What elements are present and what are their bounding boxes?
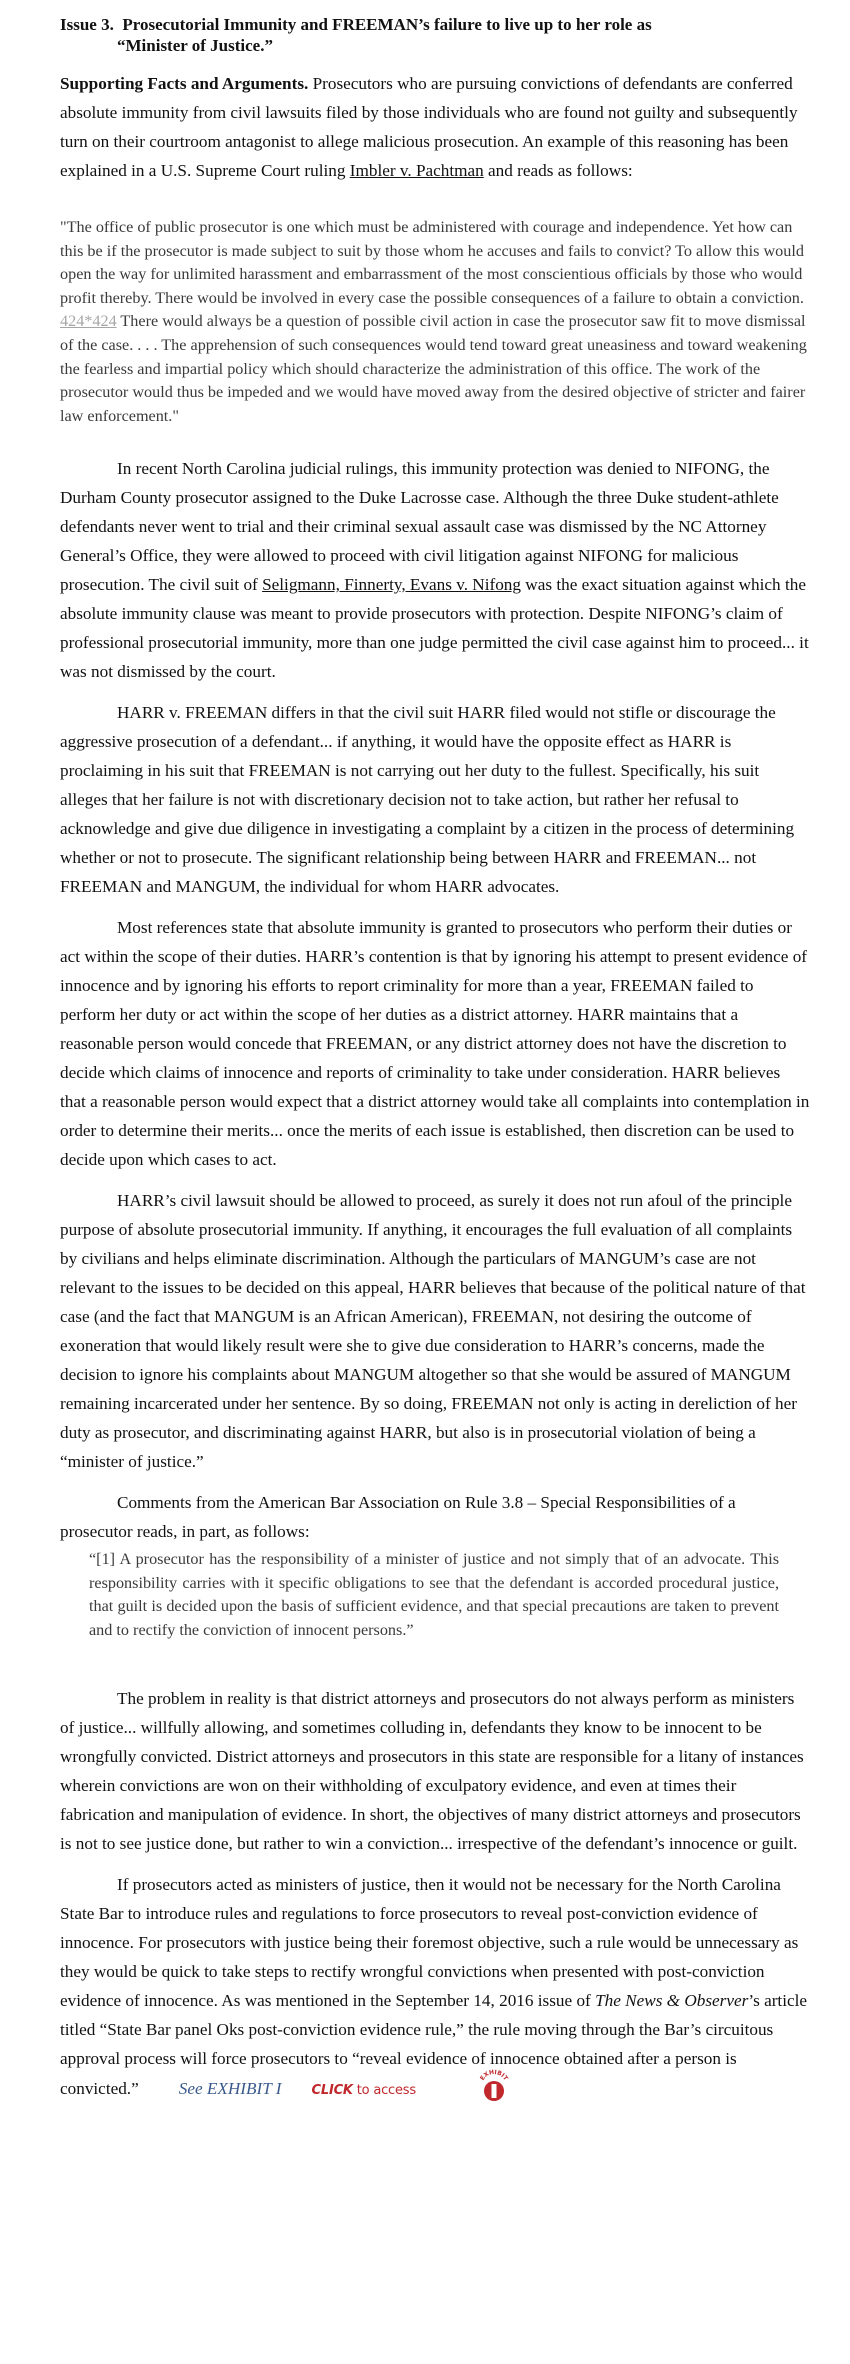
civil-lawsuit-paragraph: HARR’s civil lawsuit should be allowed to proceed, as surely it does not run afoul of the principle purpose of absolute prosecutorial immunity. If anything, it encourages the full evaluation of all complaints by civilians and helps eliminate discrimination. Although the particulars of MANGUM’s case are not relevant to the issues to be decided on this appeal, HARR believes that because of the political nature of that case (and the fact that MANGUM is an African American), FREEMAN, not desiring the outcome of exoneration that would likely result were she to give due consideration to HARR’s concerns, made the decision to ignore his complaints about MANGUM altogether so that she would be assured of MANGUM remaining incarcerated under her sentence. By so doing, FREEMAN not only is acting in dereliction of her duty as prosecutor, and discriminating against HARR, but also is in prosecutorial violation of being a “minister of justice.” <box>60 1191 806 1472</box>
intro-text-end: and reads as follows: <box>483 161 633 180</box>
page-ref-link[interactable]: 424*424 <box>60 312 117 331</box>
if-prosecutors-text: If prosecutors acted as ministers of justice, then it would not be necessary for the North Carolina State Bar to introduce rules and regulations to force prosecutors to reveal post-conviction evidence of innocence. For prosecutors with justice being their foremost objective, such a rule would be unnecessary as they would be quick to take steps to rectify wrongful convictions when presented with post-conviction evidence of innocence. As was mentioned in the September 14, 2016 issue of <box>60 1874 799 2010</box>
quote-part2: There would always be a question of possible civil action in case the prosecutor saw fit to move dismissal of the case. . . . The apprehension of such consequences would tend toward great uneasiness and toward weakening the fearless and impartial policy which should characterize the administration of this office. The work of the prosecutor would thus be impeded and we would have moved away from the desired objective of stricter and fairer law enforcement." <box>60 312 807 425</box>
section-lead: Supporting Facts and Arguments. <box>60 74 309 93</box>
intro-text: Prosecutors who are pursuing convictions of defendants are conferred absolute immunity from civil lawsuits filed by those individuals who are found not guilty and subsequently turn on their courtroom antagonist to allege malicious prosecution. An example of this reasoning has been explained in a U.S. Supreme Court ruling <box>60 74 798 180</box>
harr-differs-paragraph: HARR v. FREEMAN differs in that the civil suit HARR filed would not stifle or discourage the aggressive prosecution of a defendant... if anything, it would have the opposite effect as HARR is proclaiming in his suit that FREEMAN is not carrying out her duty to the fullest. Specifically, his suit alleges that her failure is not with discretionary decision not to take action, but rather her refusal to acknowledge and give due diligence in investigating a complaint by a citizen in the process of determining whether or not to prosecute. The significant relationship being between HARR and FREEMAN... not FREEMAN and MANGUM, the individual for whom HARR advocates. <box>60 703 795 897</box>
svg-text:EXHIBIT: EXHIBIT <box>478 2068 510 2082</box>
click-to-access-link[interactable] <box>312 2083 416 2098</box>
click-rest: to access <box>352 2082 416 2098</box>
exhibit-badge-icon[interactable] <box>420 2068 510 2103</box>
case-link-imbler[interactable]: Imbler v. Pachtman <box>349 161 484 180</box>
if-prosecutors-paragraph <box>60 1870 810 2107</box>
case-link-seligmann[interactable]: Seligmann, Finnerty, Evans v. Nifong <box>262 575 521 595</box>
issue-number: Issue 3. <box>60 15 123 34</box>
issue-heading <box>60 14 810 35</box>
issue-title-continuation <box>60 35 810 56</box>
intro-paragraph <box>60 69 810 185</box>
aba-intro-paragraph: Comments from the American Bar Association on Rule 3.8 – Special Responsibilities of a prosecutor reads, in part, as follows: <box>60 1493 736 1542</box>
if-prosecutors-text-end: ’s article titled “State Bar panel Oks post-conviction evidence rule,” the rule moving through the Bar’s circuitous approval process will force prosecutors to “reveal evidence of innocence obtained after a person is convicted.” <box>60 1990 808 2098</box>
aba-quote: “[1] A prosecutor has the responsibility of a minister of justice and not simply that of an advocate. This responsibility carries with it specific obligations to see that the defendant is accorded procedural justice, that guilt is decided upon the basis of sufficient evidence, and that special precautions are taken to prevent and to rectify the conviction of innocent persons.” <box>89 1550 779 1639</box>
problem-paragraph: The problem in reality is that district attorneys and prosecutors do not always perform as ministers of justice... willfully allowing, and sometimes colluding in, defendants they know to be innocent to be wrongfully convicted. District attorneys and prosecutors in this state are responsible for a litany of instances wherein convictions are won on their withholding of exculpatory evidence, and even at times their fabrication and manipulation of evidence. In short, the objectives of many district attorneys and prosecutors is not to see justice done, but rather to win a conviction... irrespective of the defendant’s innocence or guilt. <box>60 1688 804 1853</box>
most-references-paragraph: Most references state that absolute immunity is granted to prosecutors who perform their duties or act within the scope of their duties. HARR’s contention is that by ignoring his attempt to present evidence of innocence and by ignoring his efforts to report criminality for more than a year, FREEMAN failed to perform her duty or act within the scope of her duties as a district attorney. HARR maintains that a reasonable person would concede that FREEMAN, or any district attorney does not have the discretion to decide which claims of innocence and reports of criminality to take under consideration. HARR believes that a reasonable person would expect that a district attorney would take all complaints into contemplation in order to determine their merits... once the merits of each issue is established, then discretion can be used to decide upon which cases to act. <box>60 918 810 1170</box>
quote-part1: "The office of public prosecutor is one which must be administered with courage and independence. Yet how can this be if the prosecutor is made subject to suit by those whom he accuses and fails to convict? To allow this would open the way for unlimited harassment and embarrassment of the most conscientious officials by those who would profit thereby. There would be involved in every case the possible consequences of a failure to obtain a conviction. <box>60 218 804 307</box>
nifong-paragraph <box>60 454 810 686</box>
nifong-text: In recent North Carolina judicial rulings, this immunity protection was denied to NIFONG, the Durham County prosecutor assigned to the Duke Lacrosse case. Although the three Duke student-athlete defendants never went to trial and their criminal sexual assault case was dismissed by the NC Attorney General’s Office, they were allowed to proceed with civil litigation against NIFONG for malicious prosecution. The civil suit of <box>60 459 779 595</box>
nifong-text-end: was the exact situation against which the absolute immunity clause was meant to provide prosecutors with protection. Despite NIFONG’s claim of professional prosecutorial immunity, more than one judge permitted the civil case against him to proceed... it was not dismissed by the court. <box>60 575 809 682</box>
exhibit-i-icon <box>477 2069 511 2103</box>
issue-title-line2: “Minister of Justice.” <box>117 36 273 55</box>
see-exhibit-link[interactable]: See EXHIBIT I <box>178 2078 282 2098</box>
click-word: CLICK <box>311 2082 353 2098</box>
publication-title: The News & Observer <box>595 1990 749 2010</box>
issue-title <box>122 14 651 35</box>
issue-title-line1: Prosecutorial Immunity and FREEMAN’s failure to live up to her role as <box>122 15 652 34</box>
imbler-quote <box>60 216 810 428</box>
document-page <box>60 14 810 2107</box>
